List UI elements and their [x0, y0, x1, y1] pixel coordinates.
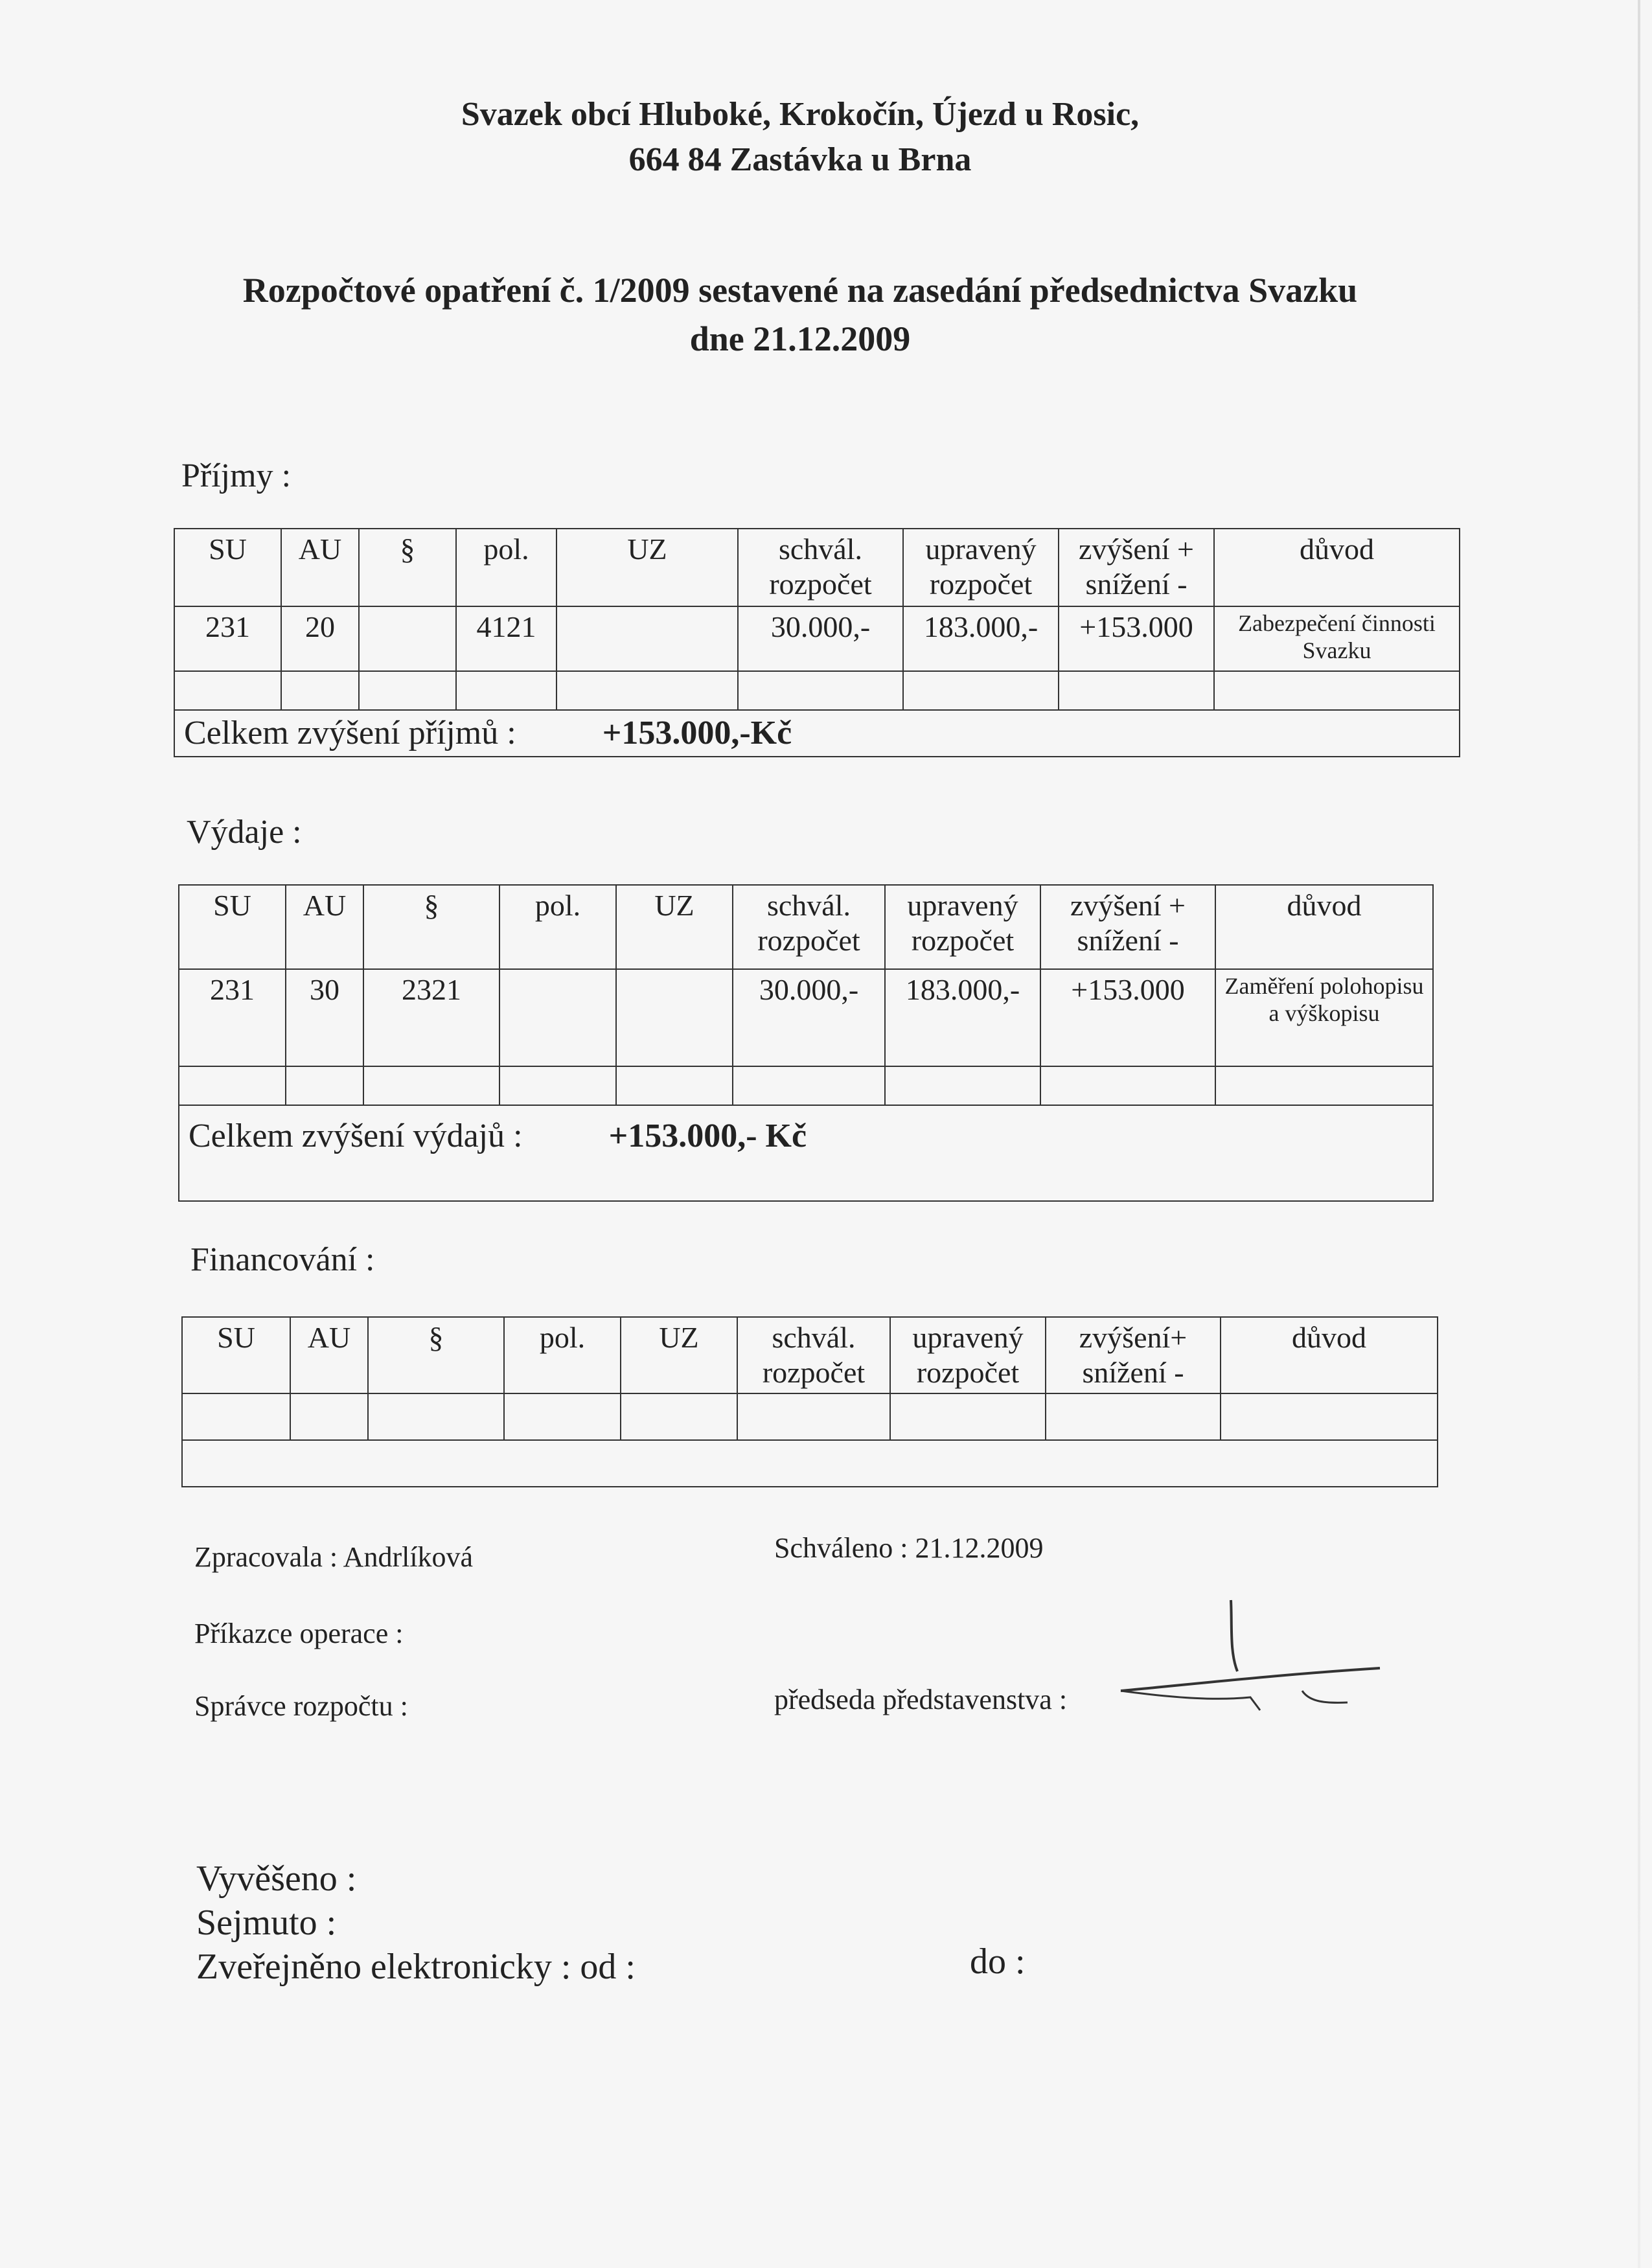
- cell-zvyseni: +153.000: [1059, 606, 1214, 671]
- vyveseno: Vyvěšeno :: [196, 1859, 357, 1899]
- sejmuto: Sejmuto :: [196, 1903, 337, 1943]
- financovani-total: [182, 1440, 1438, 1487]
- col-schvaleny-rozpocet: schvál. rozpočet: [738, 529, 903, 606]
- vydaje-table: [178, 884, 1434, 1202]
- table-row: [182, 1393, 1438, 1440]
- cell-uz: [556, 606, 738, 671]
- cell-schvaleny: 30.000,-: [738, 606, 903, 671]
- signature-icon: [1114, 1594, 1386, 1723]
- cell-au: 20: [281, 606, 359, 671]
- cell-paragraph: [359, 606, 456, 671]
- col-zvyseni-snizeni: zvýšení + snížení -: [1059, 529, 1214, 606]
- vydaje-total: [179, 1105, 1433, 1201]
- cell-uz: [616, 969, 733, 1066]
- zverejneno-od: Zveřejněno elektronicky : od :: [196, 1947, 636, 1987]
- prijmy-label: Příjmy :: [181, 457, 292, 494]
- cell-au: 30: [286, 969, 363, 1066]
- cell-empty: [359, 671, 456, 710]
- cell-su: 231: [174, 606, 281, 671]
- cell-empty: [456, 671, 556, 710]
- zpracovala: Zpracovala : Andrlíková: [194, 1541, 474, 1573]
- financovani-total-row: [182, 1440, 1438, 1487]
- cell-empty: [182, 1393, 290, 1440]
- cell-schvaleny: 30.000,-: [733, 969, 885, 1066]
- predseda-predstavenstva: předseda představenstva :: [774, 1684, 1068, 1715]
- schvaleno: Schváleno : 21.12.2009: [774, 1532, 1044, 1564]
- table-row: [174, 606, 1460, 671]
- col-au: AU: [281, 529, 359, 606]
- cell-empty: [885, 1066, 1040, 1105]
- document-title-line2: dne 21.12.2009: [689, 319, 911, 358]
- table-row: [179, 1066, 1433, 1105]
- col-duvod: důvod: [1214, 529, 1460, 606]
- cell-paragraph: 2321: [363, 969, 499, 1066]
- vydaje-header-row: [179, 885, 1433, 969]
- cell-empty: [179, 1066, 286, 1105]
- vydaje-total-value: +153.000,- Kč: [608, 1117, 807, 1154]
- financovani-table: [181, 1316, 1438, 1487]
- cell-empty: [733, 1066, 885, 1105]
- table-row: [174, 671, 1460, 710]
- vydaje-total-label: Celkem zvýšení výdajů :: [189, 1117, 523, 1154]
- org-name-line1: Svazek obcí Hluboké, Krokočín, Újezd u Rosic,: [461, 96, 1140, 133]
- col-duvod: důvod: [1215, 885, 1433, 969]
- cell-empty: [1221, 1393, 1438, 1440]
- col-au: AU: [290, 1317, 368, 1393]
- col-paragraph: §: [363, 885, 499, 969]
- prikazce-operace: Příkazce operace :: [194, 1618, 404, 1649]
- col-pol: pol.: [456, 529, 556, 606]
- col-pol: pol.: [499, 885, 616, 969]
- cell-empty: [286, 1066, 363, 1105]
- col-au: AU: [286, 885, 363, 969]
- col-zvyseni-snizeni: zvýšení+ snížení -: [1046, 1317, 1221, 1393]
- cell-empty: [1046, 1393, 1221, 1440]
- cell-empty: [174, 671, 281, 710]
- cell-empty: [616, 1066, 733, 1105]
- cell-empty: [1040, 1066, 1215, 1105]
- col-su: SU: [174, 529, 281, 606]
- cell-empty: [1215, 1066, 1433, 1105]
- cell-zvyseni: +153.000: [1040, 969, 1215, 1066]
- col-paragraph: §: [359, 529, 456, 606]
- col-upraveny-rozpocet: upravený rozpočet: [890, 1317, 1046, 1393]
- cell-duvod: Zabezpečení činnosti Svazku: [1214, 606, 1460, 671]
- org-address-line2: 664 84 Zastávka u Brna: [628, 141, 972, 178]
- prijmy-table: [174, 528, 1460, 757]
- prijmy-total-row: [174, 710, 1460, 757]
- col-zvyseni-snizeni: zvýšení + snížení -: [1040, 885, 1215, 969]
- cell-empty: [281, 671, 359, 710]
- cell-empty: [1059, 671, 1214, 710]
- cell-pol: [499, 969, 616, 1066]
- cell-empty: [368, 1393, 504, 1440]
- col-paragraph: §: [368, 1317, 504, 1393]
- col-pol: pol.: [504, 1317, 621, 1393]
- table-row: [179, 969, 1433, 1066]
- prijmy-total-value: +153.000,-Kč: [602, 715, 792, 751]
- vydaje-total-row: [179, 1105, 1433, 1201]
- cell-empty: [499, 1066, 616, 1105]
- financovani-header-row: [182, 1317, 1438, 1393]
- cell-pol: 4121: [456, 606, 556, 671]
- cell-empty: [890, 1393, 1046, 1440]
- vydaje-label: Výdaje :: [187, 814, 302, 851]
- cell-empty: [621, 1393, 737, 1440]
- cell-upraveny: 183.000,-: [885, 969, 1040, 1066]
- cell-duvod: Zaměření polohopisu a výškopisu: [1215, 969, 1433, 1066]
- cell-empty: [903, 671, 1059, 710]
- cell-empty: [738, 671, 903, 710]
- col-uz: UZ: [621, 1317, 737, 1393]
- page-edge: [1638, 0, 1640, 2268]
- document-title-line1: Rozpočtové opatření č. 1/2009 sestavené na zasedání předsednictva Svazku: [242, 271, 1358, 310]
- col-upraveny-rozpocet: upravený rozpočet: [885, 885, 1040, 969]
- col-upraveny-rozpocet: upravený rozpočet: [903, 529, 1059, 606]
- prijmy-header-row: [174, 529, 1460, 606]
- zverejneno-do: do :: [970, 1942, 1026, 1982]
- prijmy-total: [174, 710, 1460, 757]
- col-schvaleny-rozpocet: schvál. rozpočet: [733, 885, 885, 969]
- cell-empty: [737, 1393, 890, 1440]
- prijmy-total-label: Celkem zvýšení příjmů :: [184, 715, 516, 751]
- col-schvaleny-rozpocet: schvál. rozpočet: [737, 1317, 890, 1393]
- cell-empty: [504, 1393, 621, 1440]
- spravce-rozpoctu: Správce rozpočtu :: [194, 1690, 408, 1722]
- financovani-label: Financování :: [190, 1241, 375, 1278]
- cell-upraveny: 183.000,-: [903, 606, 1059, 671]
- cell-empty: [290, 1393, 368, 1440]
- col-duvod: důvod: [1221, 1317, 1438, 1393]
- col-su: SU: [179, 885, 286, 969]
- cell-empty: [556, 671, 738, 710]
- cell-empty: [1214, 671, 1460, 710]
- cell-empty: [363, 1066, 499, 1105]
- col-uz: UZ: [556, 529, 738, 606]
- col-su: SU: [182, 1317, 290, 1393]
- col-uz: UZ: [616, 885, 733, 969]
- cell-su: 231: [179, 969, 286, 1066]
